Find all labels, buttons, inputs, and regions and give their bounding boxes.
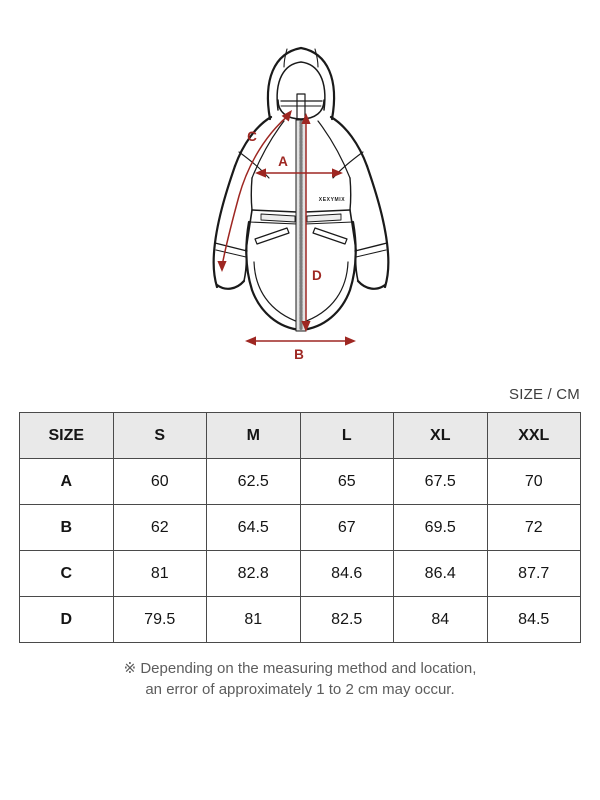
table-cell: 82.5 — [300, 597, 394, 643]
row-label: B — [20, 505, 114, 551]
header-cell-l: L — [300, 413, 394, 459]
left-waistband — [261, 214, 295, 222]
right-waistband — [307, 214, 341, 222]
size-chart-table — [19, 412, 581, 643]
right-pocket — [313, 228, 347, 244]
table-row-b — [20, 505, 581, 551]
table-cell: 62 — [113, 505, 207, 551]
header-cell-size: SIZE — [20, 413, 114, 459]
table-cell: 62.5 — [207, 459, 301, 505]
row-label: C — [20, 551, 114, 597]
header-cell-m: M — [207, 413, 301, 459]
table-row-d — [20, 597, 581, 643]
row-label: A — [20, 459, 114, 505]
table-cell: 69.5 — [394, 505, 488, 551]
table-cell: 84.5 — [487, 597, 581, 643]
table-cell: 81 — [113, 551, 207, 597]
brand-text: XEXYMIX — [318, 197, 346, 203]
table-cell: 81 — [207, 597, 301, 643]
table-cell: 86.4 — [394, 551, 488, 597]
measure-label-d: D — [312, 268, 322, 283]
table-cell: 79.5 — [113, 597, 207, 643]
table-cell: 67.5 — [394, 459, 488, 505]
table-cell: 70 — [487, 459, 581, 505]
measure-label-c: C — [247, 129, 257, 144]
footnote-line-1: ※ Depending on the measuring method and location, — [123, 660, 477, 677]
table-cell: 67 — [300, 505, 394, 551]
jacket-line-drawing — [0, 0, 600, 375]
header-cell-xl: XL — [394, 413, 488, 459]
footnote-line-2: an error of approximately 1 to 2 cm may occur. — [145, 681, 455, 698]
table-cell: 87.7 — [487, 551, 581, 597]
hood — [268, 48, 334, 120]
table-row-c — [20, 551, 581, 597]
garment-measurement-diagram — [0, 0, 600, 375]
left-pocket — [255, 228, 289, 244]
footnote — [0, 658, 600, 700]
table-cell: 84 — [394, 597, 488, 643]
size-unit-label: SIZE / CM — [509, 386, 580, 403]
table-cell: 84.6 — [300, 551, 394, 597]
table-cell: 60 — [113, 459, 207, 505]
table-row-a — [20, 459, 581, 505]
table-cell: 64.5 — [207, 505, 301, 551]
measure-b-arrow — [245, 336, 356, 345]
table-cell: 82.8 — [207, 551, 301, 597]
measure-label-a: A — [278, 154, 288, 169]
header-cell-s: S — [113, 413, 207, 459]
table-cell: 65 — [300, 459, 394, 505]
header-row — [20, 413, 581, 459]
table-cell: 72 — [487, 505, 581, 551]
header-cell-xxl: XXL — [487, 413, 581, 459]
measure-label-b: B — [294, 347, 304, 362]
zipper — [296, 120, 306, 331]
row-label: D — [20, 597, 114, 643]
